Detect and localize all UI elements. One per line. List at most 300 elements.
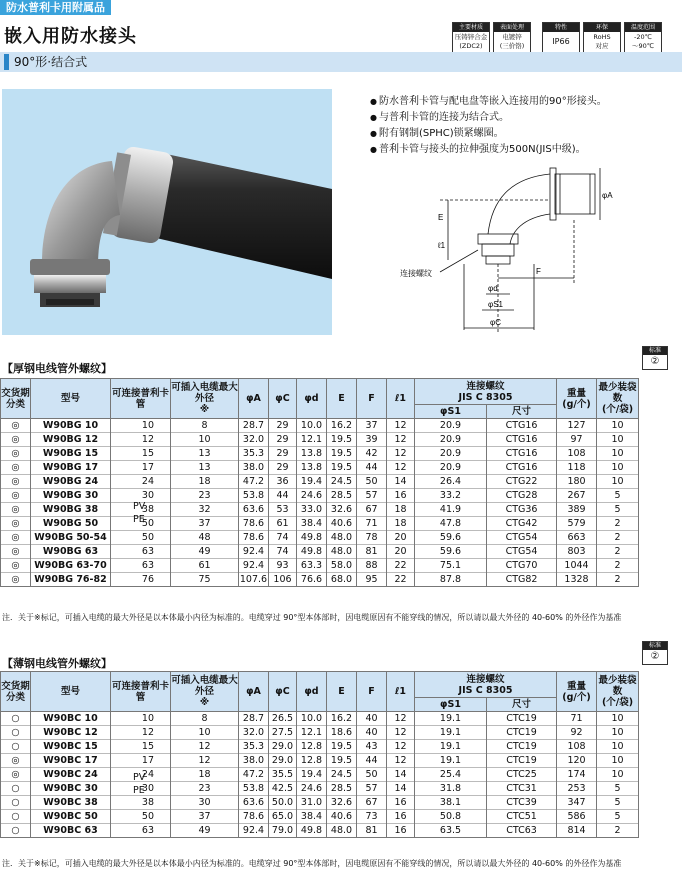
header-c xyxy=(269,672,297,712)
cell-weight: 97 xyxy=(557,433,597,447)
cell-size: CTG16 xyxy=(487,433,557,447)
cell-size: CTG28 xyxy=(487,489,557,503)
cell-d: 76.6 xyxy=(297,573,327,587)
cell-pack: 10 xyxy=(597,768,639,782)
cell-model: W90BC 10 xyxy=(31,712,111,726)
material-text: PV xyxy=(133,501,146,512)
cell-model: W90BC 63 xyxy=(31,824,111,838)
cell-tube: 63 xyxy=(111,545,171,559)
header-cable xyxy=(171,379,239,419)
cell-c: 42.5 xyxy=(269,782,297,796)
cell-pack: 5 xyxy=(597,489,639,503)
cell-size: CTC63 xyxy=(487,824,557,838)
cell-model: W90BC 50 xyxy=(31,810,111,824)
cell-c: 53 xyxy=(269,503,297,517)
cell-tube: 15 xyxy=(111,447,171,461)
header-a-text: φA xyxy=(246,686,261,697)
cell-weight: 579 xyxy=(557,517,597,531)
cell-l1: 22 xyxy=(387,559,415,573)
table-row xyxy=(1,824,639,838)
spec-boxes xyxy=(452,22,662,53)
spec-value xyxy=(625,32,661,52)
cell-weight: 347 xyxy=(557,796,597,810)
cell-s1: 59.6 xyxy=(415,531,487,545)
cell-f: 42 xyxy=(357,447,387,461)
cell-c: 61 xyxy=(269,517,297,531)
cell-tube: 63 xyxy=(111,559,171,573)
table-row xyxy=(1,712,639,726)
feature-item: ● 普利卡管与接头的拉伸强度为500N(JIS中级)。 xyxy=(370,142,607,158)
cell-pack: 5 xyxy=(597,796,639,810)
cell-a: 78.6 xyxy=(239,810,269,824)
cell-f: 44 xyxy=(357,754,387,768)
table-row xyxy=(1,810,639,824)
feature-list xyxy=(370,94,607,158)
cell-s1: 19.1 xyxy=(415,740,487,754)
spec-box xyxy=(493,22,531,53)
header-l1 xyxy=(387,379,415,419)
cell-cable: 12 xyxy=(171,740,239,754)
cell-l1: 12 xyxy=(387,712,415,726)
cell-size: CTC19 xyxy=(487,712,557,726)
cell-model: W90BC 30 xyxy=(31,782,111,796)
section-title-thick: 【厚钢电线管外螺纹】 xyxy=(2,362,112,375)
cell-model: W90BG 76-82 xyxy=(31,573,111,587)
spec-line: ～90℃ xyxy=(631,42,655,50)
cell-weight: 1044 xyxy=(557,559,597,573)
cell-d: 49.8 xyxy=(297,545,327,559)
header-model xyxy=(31,672,111,712)
cell-s1: 38.1 xyxy=(415,796,487,810)
material-text: PV xyxy=(133,772,146,783)
cell-f: 50 xyxy=(357,768,387,782)
table-row xyxy=(1,461,639,475)
header-cable-text: ※ xyxy=(199,697,210,708)
cell-weight: 71 xyxy=(557,712,597,726)
header-a xyxy=(239,379,269,419)
cell-type: ◎ xyxy=(1,754,31,768)
spec-value xyxy=(453,32,489,52)
header-f-text: F xyxy=(368,393,375,404)
cell-d: 38.4 xyxy=(297,517,327,531)
cell-a: 92.4 xyxy=(239,824,269,838)
cell-tube: 50 xyxy=(111,517,171,531)
header-thread-text: 连接螺纹 xyxy=(466,380,505,392)
cell-size: CTC19 xyxy=(487,740,557,754)
cell-f: 44 xyxy=(357,461,387,475)
header-type-text: 交货期分类 xyxy=(1,680,30,703)
cell-tube: 76 xyxy=(111,573,171,587)
header-size-text: 尺寸 xyxy=(512,699,532,710)
table-row xyxy=(1,754,639,768)
cell-pack: 5 xyxy=(597,810,639,824)
cell-model: W90BG 15 xyxy=(31,447,111,461)
cell-type: ◎ xyxy=(1,768,31,782)
table-row xyxy=(1,782,639,796)
subtitle: 90°形·结合式 xyxy=(14,55,88,69)
header-f xyxy=(357,672,387,712)
cell-model: W90BG 17 xyxy=(31,461,111,475)
cell-size: CTC51 xyxy=(487,810,557,824)
cell-size: CTC19 xyxy=(487,754,557,768)
cell-cable: 10 xyxy=(171,726,239,740)
cell-e: 48.0 xyxy=(327,531,357,545)
header-cable-text: 可插入电缆最大外径 xyxy=(171,675,238,697)
note-thin: 注．关于※标记，可插入电缆的最大外径是以本体最小内径为标准的。电缆穿过 90°型本体部时，因电缆原因有不能穿线的情况，所以请以最大外径的 40-60% 的外径作为基准 xyxy=(2,859,622,868)
cell-l1: 14 xyxy=(387,782,415,796)
cell-s1: 75.1 xyxy=(415,559,487,573)
label-a: φA xyxy=(602,191,613,200)
cell-c: 29.0 xyxy=(269,754,297,768)
feature-item: ● 防水普利卡管与配电盘等嵌入连接用的90°形接头。 xyxy=(370,94,607,110)
spec-head: 特性 xyxy=(543,23,579,32)
cell-type: ◎ xyxy=(1,517,31,531)
cell-type: ○ xyxy=(1,796,31,810)
product-photo xyxy=(2,89,332,335)
cell-pack: 2 xyxy=(597,559,639,573)
header-c-text: φC xyxy=(275,686,290,697)
cell-e: 40.6 xyxy=(327,517,357,531)
cell-type: ○ xyxy=(1,782,31,796)
cell-c: 29 xyxy=(269,461,297,475)
cell-e: 19.5 xyxy=(327,433,357,447)
cell-a: 63.6 xyxy=(239,503,269,517)
cell-e: 58.0 xyxy=(327,559,357,573)
spec-value xyxy=(494,32,530,52)
cell-model: W90BC 17 xyxy=(31,754,111,768)
spec-value xyxy=(584,32,620,52)
cell-a: 92.4 xyxy=(239,545,269,559)
material-label xyxy=(133,500,145,526)
cell-type: ◎ xyxy=(1,447,31,461)
cell-size: CTC31 xyxy=(487,782,557,796)
cell-e: 19.5 xyxy=(327,740,357,754)
table-row xyxy=(1,768,639,782)
label-d: φd xyxy=(488,284,498,293)
cell-size: CTC39 xyxy=(487,796,557,810)
cell-l1: 22 xyxy=(387,573,415,587)
cell-size: CTC19 xyxy=(487,726,557,740)
cell-cable: 49 xyxy=(171,545,239,559)
cell-f: 50 xyxy=(357,475,387,489)
cell-cable: 23 xyxy=(171,489,239,503)
table-thick xyxy=(0,378,639,587)
cell-tube: 38 xyxy=(111,796,171,810)
cell-pack: 10 xyxy=(597,740,639,754)
header-cable xyxy=(171,672,239,712)
label-s1: φS1 xyxy=(488,300,503,309)
cell-d: 19.4 xyxy=(297,768,327,782)
header-type-text: 交货期分类 xyxy=(1,387,30,410)
cell-pack: 2 xyxy=(597,573,639,587)
spec-box xyxy=(624,22,662,53)
cell-s1: 41.9 xyxy=(415,503,487,517)
header-e xyxy=(327,672,357,712)
header-l1-text: ℓ1 xyxy=(394,686,407,697)
cell-d: 19.4 xyxy=(297,475,327,489)
cell-f: 71 xyxy=(357,517,387,531)
table-row xyxy=(1,531,639,545)
cell-weight: 663 xyxy=(557,531,597,545)
cell-tube: 15 xyxy=(111,740,171,754)
material-text: PE xyxy=(133,785,145,796)
cell-l1: 12 xyxy=(387,754,415,768)
feature-item: ● 附有钢制(SPHC)锁紧螺圈。 xyxy=(370,126,607,142)
cell-type: ○ xyxy=(1,740,31,754)
cell-pack: 10 xyxy=(597,475,639,489)
header-cable-text: ※ xyxy=(199,404,210,415)
cell-f: 39 xyxy=(357,433,387,447)
header-thread-text: JIS C 8305 xyxy=(458,391,513,403)
cell-d: 31.0 xyxy=(297,796,327,810)
cell-type: ◎ xyxy=(1,503,31,517)
table-row xyxy=(1,573,639,587)
cell-type: ◎ xyxy=(1,573,31,587)
cell-d: 38.4 xyxy=(297,810,327,824)
cell-weight: 814 xyxy=(557,824,597,838)
cell-f: 78 xyxy=(357,531,387,545)
header-tube-text: 可连接普利卡管 xyxy=(111,680,169,703)
cell-l1: 16 xyxy=(387,824,415,838)
cell-cable: 12 xyxy=(171,754,239,768)
cell-tube: 10 xyxy=(111,419,171,433)
cell-e: 19.5 xyxy=(327,461,357,475)
cell-pack: 5 xyxy=(597,782,639,796)
cell-type: ◎ xyxy=(1,545,31,559)
cell-l1: 12 xyxy=(387,433,415,447)
cell-pack: 10 xyxy=(597,712,639,726)
cell-f: 40 xyxy=(357,726,387,740)
cell-e: 68.0 xyxy=(327,573,357,587)
header-d xyxy=(297,379,327,419)
cell-cable: 75 xyxy=(171,573,239,587)
cell-e: 24.5 xyxy=(327,768,357,782)
cell-model: W90BG 50 xyxy=(31,517,111,531)
cell-e: 19.5 xyxy=(327,447,357,461)
cell-s1: 19.1 xyxy=(415,754,487,768)
cell-cable: 61 xyxy=(171,559,239,573)
cell-a: 92.4 xyxy=(239,559,269,573)
note-thick: 注．关于※标记，可插入电缆的最大外径是以本体最小内径为标准的。电缆穿过 90°型本体部时，因电缆原因有不能穿线的情况，所以请以最大外径的 40-60% 的外径作为基准 xyxy=(2,613,622,622)
cell-l1: 12 xyxy=(387,726,415,740)
cell-weight: 267 xyxy=(557,489,597,503)
spec-line: 压铸锌合金 xyxy=(454,33,488,41)
cell-f: 43 xyxy=(357,740,387,754)
cell-tube: 10 xyxy=(111,712,171,726)
spec-box xyxy=(583,22,621,53)
cell-model: W90BC 15 xyxy=(31,740,111,754)
spec-line: (ZDC2) xyxy=(459,42,483,50)
cell-weight: 389 xyxy=(557,503,597,517)
cell-s1: 50.8 xyxy=(415,810,487,824)
table-thin xyxy=(0,671,639,838)
cell-model: W90BG 24 xyxy=(31,475,111,489)
header-type xyxy=(1,379,31,419)
header-tube xyxy=(111,672,171,712)
cell-s1: 19.1 xyxy=(415,712,487,726)
table-row xyxy=(1,796,639,810)
header-thread-text: 连接螺纹 xyxy=(466,673,505,685)
header-s1-text: φS1 xyxy=(440,699,461,710)
cell-type: ◎ xyxy=(1,531,31,545)
cell-f: 40 xyxy=(357,712,387,726)
cell-l1: 16 xyxy=(387,810,415,824)
header-a xyxy=(239,672,269,712)
cell-a: 53.8 xyxy=(239,489,269,503)
cell-model: W90BG 10 xyxy=(31,419,111,433)
cell-s1: 20.9 xyxy=(415,447,487,461)
cell-pack: 2 xyxy=(597,824,639,838)
cell-size: CTC25 xyxy=(487,768,557,782)
cell-f: 88 xyxy=(357,559,387,573)
cell-type: ○ xyxy=(1,810,31,824)
header-l1 xyxy=(387,672,415,712)
cell-a: 78.6 xyxy=(239,517,269,531)
cell-size: CTG16 xyxy=(487,447,557,461)
cell-e: 18.6 xyxy=(327,726,357,740)
cell-cable: 23 xyxy=(171,782,239,796)
cell-a: 47.2 xyxy=(239,768,269,782)
cell-e: 16.2 xyxy=(327,712,357,726)
cell-cable: 48 xyxy=(171,531,239,545)
cell-d: 12.8 xyxy=(297,740,327,754)
cell-size: CTG54 xyxy=(487,531,557,545)
header-weight-text: (g/个) xyxy=(562,691,591,703)
header-weight-text: 重量 xyxy=(567,680,587,692)
cell-a: 35.3 xyxy=(239,740,269,754)
table-row xyxy=(1,419,639,433)
header-weight-text: 重量 xyxy=(567,387,587,399)
cell-a: 78.6 xyxy=(239,531,269,545)
cell-a: 107.6 xyxy=(239,574,268,585)
cell-model: W90BG 38 xyxy=(31,503,111,517)
cell-weight: 180 xyxy=(557,475,597,489)
cell-tube: 12 xyxy=(111,433,171,447)
cell-type: ◎ xyxy=(1,489,31,503)
header-model-text: 型号 xyxy=(60,686,80,697)
table-row xyxy=(1,517,639,531)
header-s1 xyxy=(415,405,487,419)
cell-a: 32.0 xyxy=(239,433,269,447)
spec-head: 温度范围 xyxy=(625,23,661,32)
cell-s1: 47.8 xyxy=(415,517,487,531)
cell-c: 26.5 xyxy=(269,712,297,726)
cell-a: 38.0 xyxy=(239,754,269,768)
cell-c: 106 xyxy=(269,573,297,587)
cell-size: CTG16 xyxy=(487,419,557,433)
cell-d: 12.1 xyxy=(297,433,327,447)
header-l1-text: ℓ1 xyxy=(394,393,407,404)
header-weight xyxy=(557,379,597,419)
cell-cable: 30 xyxy=(171,796,239,810)
cell-tube: 17 xyxy=(111,461,171,475)
header-type xyxy=(1,672,31,712)
cell-c: 79.0 xyxy=(269,824,297,838)
header-f xyxy=(357,379,387,419)
cell-f: 73 xyxy=(357,810,387,824)
cell-d: 49.8 xyxy=(297,531,327,545)
header-size-text: 尺寸 xyxy=(512,406,532,417)
cell-type: ◎ xyxy=(1,433,31,447)
standard-head: 标准 xyxy=(643,347,667,355)
section-title-thin: 【薄钢电线管外螺纹】 xyxy=(2,657,112,670)
table-row xyxy=(1,433,639,447)
header-c-text: φC xyxy=(275,393,290,404)
cell-tube: 38 xyxy=(111,503,171,517)
header-model-text: 型号 xyxy=(60,393,80,404)
cell-cable: 8 xyxy=(171,419,239,433)
standard-icon: ② xyxy=(650,651,660,662)
label-l1: ℓ1 xyxy=(438,241,446,250)
label-e: E xyxy=(438,213,444,222)
header-s1 xyxy=(415,698,487,712)
cell-size: CTG36 xyxy=(487,503,557,517)
cell-e: 24.5 xyxy=(327,475,357,489)
cell-a: 28.7 xyxy=(239,712,269,726)
drawing-svg xyxy=(400,160,613,340)
cell-cable: 49 xyxy=(171,824,239,838)
cell-model: W90BC 38 xyxy=(31,796,111,810)
cell-size: CTG70 xyxy=(487,559,557,573)
cell-c: 27.5 xyxy=(269,726,297,740)
cell-f: 81 xyxy=(357,824,387,838)
cell-s1: 20.9 xyxy=(415,419,487,433)
cell-s1: 33.2 xyxy=(415,489,487,503)
header-pack-text: 最少装袋数 xyxy=(598,382,637,404)
cell-pack: 10 xyxy=(597,754,639,768)
cell-l1: 12 xyxy=(387,740,415,754)
header-tube xyxy=(111,379,171,419)
cell-type: ◎ xyxy=(1,559,31,573)
cell-d: 63.3 xyxy=(297,559,327,573)
cell-d: 24.6 xyxy=(297,489,327,503)
cell-e: 16.2 xyxy=(327,419,357,433)
label-locknut: 连接螺纹 xyxy=(400,269,432,278)
cell-cable: 8 xyxy=(171,712,239,726)
spec-value xyxy=(543,32,579,52)
cell-f: 67 xyxy=(357,796,387,810)
cell-e: 28.5 xyxy=(327,782,357,796)
header-a-text: φA xyxy=(246,393,261,404)
cell-weight: 108 xyxy=(557,447,597,461)
cell-s1: 20.9 xyxy=(415,461,487,475)
header-weight xyxy=(557,672,597,712)
cell-l1: 20 xyxy=(387,545,415,559)
standard-badge-thick xyxy=(642,346,668,370)
cell-c: 74 xyxy=(269,531,297,545)
cell-a: 63.6 xyxy=(239,796,269,810)
cell-tube: 50 xyxy=(111,810,171,824)
standard-icon: ② xyxy=(650,356,660,367)
fitting-image xyxy=(2,89,332,335)
table-row xyxy=(1,475,639,489)
page-title: 嵌入用防水接头 xyxy=(4,26,137,47)
cell-d: 24.6 xyxy=(297,782,327,796)
table-row xyxy=(1,503,639,517)
header-e-text: E xyxy=(338,393,345,404)
cell-c: 35.5 xyxy=(269,768,297,782)
cell-pack: 2 xyxy=(597,517,639,531)
cell-s1: 63.5 xyxy=(415,824,487,838)
header-size xyxy=(487,405,557,419)
header-size xyxy=(487,698,557,712)
cell-l1: 18 xyxy=(387,503,415,517)
cell-type: ◎ xyxy=(1,419,31,433)
cell-d: 13.8 xyxy=(297,447,327,461)
spec-head: 环保 xyxy=(584,23,620,32)
cell-d: 49.8 xyxy=(297,824,327,838)
header-thread-text: JIS C 8305 xyxy=(458,684,513,696)
